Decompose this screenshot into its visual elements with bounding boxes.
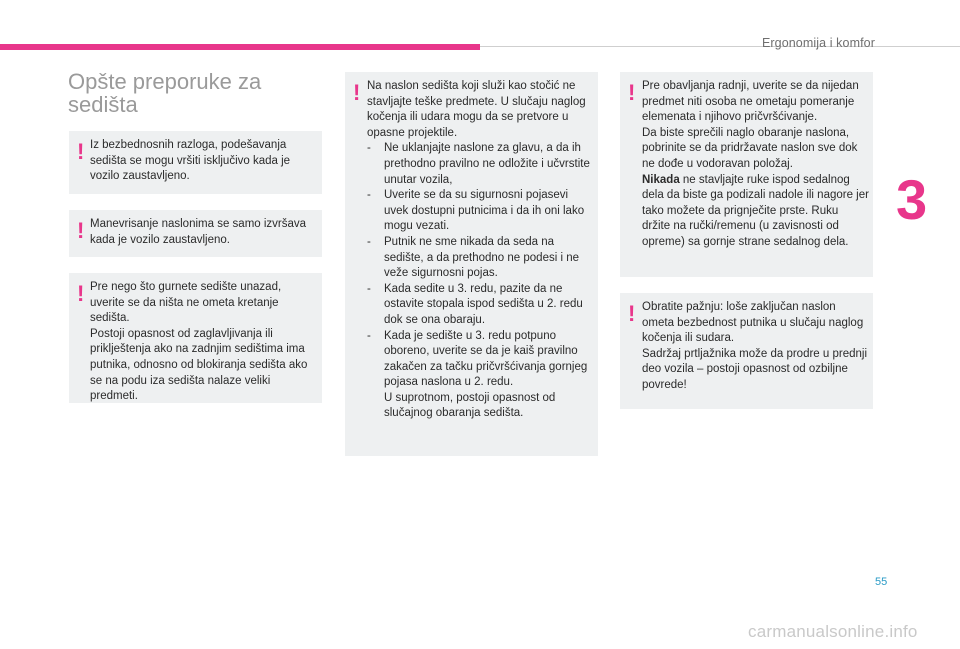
page-number: 55 [875,576,888,588]
warning-icon: ! [353,80,361,105]
paragraph-rest: ne stavljajte ruke ispod sedalnog dela da biste ga podizali nadole ili nagore jer tako možete da prignječite prste. Ruku držite na ručki/remenu (u zavisnosti od opreme) sa gornje strane sedalnog dela. [642,173,869,248]
warning-icon: ! [628,80,636,105]
warning-text [642,79,869,251]
warning-text [642,300,869,394]
warning-box [69,273,322,403]
warning-text: Manevrisanje naslonima se samo izvršava kada je vozilo zaustavljeno. [90,218,307,246]
header-accent-bar [0,44,480,50]
paragraph: Sadržaj prtljažnika može da prodre u prednji deo vozila – postoji opasnost od ozbiljne povrede! [642,347,868,391]
list-item: - Kada je sedište u 3. redu potpuno oboreno, uverite se da je kaiš pravilno zakačen za tačku pričvršćivanja gornjeg pojasa naslona u 2. redu. [367,329,593,391]
chapter-title: Ergonomija i komfor [761,36,875,50]
paragraph: Obratite pažnju: loše zaključan naslon ometa bezbednost putnika u slučaju naglog kočenja ili sudara. [642,301,864,345]
watermark: carmanualsonline.info [748,622,918,641]
warning-icon: ! [77,218,85,243]
paragraph: Pre nego što gurnete sedište unazad, uverite se da ništa ne ometa kretanje sedišta. [90,281,282,325]
paragraph: Pre obavljanja radnji, uverite se da nijedan predmet niti osoba ne ometaju pomeranje elemenata i njihovo pričvršćivanje. [642,80,859,124]
list-item: - Uverite se da su sigurnosni pojasevi uvek dostupni putnicima i da ih oni lako mogu vezati. [367,188,593,235]
warning-box [69,131,322,194]
warning-icon: ! [77,139,85,164]
page-title: Opšte preporuke za sedišta [68,69,262,117]
chapter-number: 3 [896,168,928,231]
warning-text: Iz bezbednosnih razloga, podešavanja sedišta se mogu vršiti isključivo kada je vozilo zaustavljeno. [90,139,291,183]
warning-box [620,293,873,409]
list-item: - Kada sedite u 3. redu, pazite da ne ostavite stopala ispod sedišta u 2. redu dok se ona obaraju. [367,282,593,329]
warning-box [345,72,598,456]
warning-icon: ! [628,301,636,326]
bullet-list [367,141,593,391]
paragraph: Da biste sprečili naglo obaranje naslona, pobrinite se da pridržavate naslon sve dok ne dođe u vodoravan položaj. [642,126,858,170]
warning-box [69,210,322,257]
warning-text [90,280,316,405]
header-rule [480,46,960,47]
warning-icon: ! [77,281,85,306]
paragraph: Postoji opasnost od zaglavljivanja ili priklještenja ako na zadnjim sedištima ima putnika, odnosno od blokiranja sedišta ako se na podu iza sedišta nalaze veliki predmeti. [90,327,308,403]
list-item: - Ne uklanjajte naslone za glavu, a da ih prethodno pravilno ne odložite i učvrstite unutar vozila, [367,141,593,188]
paragraph [642,173,869,251]
emphasis: Nikada [642,173,680,186]
warning-box [620,72,873,277]
warning-text [367,79,593,422]
list-item: - Putnik ne sme nikada da seda na sedište, a da prethodno ne podesi i ne veže sigurnosni pojas. [367,235,593,282]
paragraph: Na naslon sedišta koji služi kao stočić ne stavljajte teške predmete. U slučaju naglog kočenja ili udara mogu da se pretvore u opasne projektile. [367,80,586,139]
paragraph: U suprotnom, postoji opasnost od slučajnog obaranja sedišta. [384,391,556,420]
